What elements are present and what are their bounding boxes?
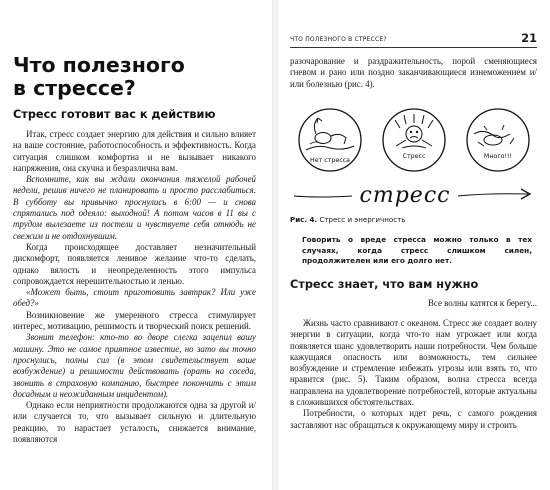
chapter-title bbox=[13, 54, 258, 99]
paragraph: Возникновение же умеренного стресса стимулирует интерес, мотивацию, решимость и творческий поиск решений. bbox=[13, 309, 256, 332]
chapter-title-line-2: в стрессе? bbox=[13, 75, 136, 100]
running-header-title: ЧТО ПОЛЕЗНОГО В СТРЕССЕ? bbox=[290, 36, 387, 43]
paragraph-continuation: разочарование и раздражительность, порой сменяющиеся гневом и рано или поздно заканчивающиеся изнеможением и/или болезнью (рис. 4). bbox=[290, 56, 537, 89]
section-subtitle: Стресс знает, что вам нужно bbox=[290, 278, 479, 291]
paragraph: Жизнь часто сравнивают с океаном. Стресс же создает волну энергии в ситуации, когда что-то нам угрожает или когда появляется шанс удовлетворить наши потребности. Чем больше кажущаяся опасность или возможность, тем сильнее возбуждение и стремление избежать угрозы или взять то, что нравится (рис. 5). Таким образом, волна стресса всегда направлена на удовлетворение потребностей, которые актуальны в сложившихся обстоятельствах. bbox=[290, 318, 537, 408]
left-page bbox=[0, 0, 272, 490]
figure-caption-number: Рис. 4. bbox=[290, 215, 318, 224]
figure-stress-energy bbox=[288, 104, 540, 212]
running-header bbox=[290, 32, 537, 48]
page-number: 21 bbox=[521, 32, 537, 45]
chapter-title-line-1: Что полезного bbox=[13, 53, 185, 77]
figure-caption-text: Стресс и энергичность bbox=[319, 215, 406, 224]
stress-label: Стресс bbox=[402, 153, 426, 160]
no-stress-label: Нет стресса bbox=[309, 157, 351, 164]
right-page bbox=[278, 0, 550, 490]
epigraph: Все волны катятся к берегу... bbox=[428, 298, 537, 308]
stress-arrow bbox=[294, 183, 530, 208]
stress-arrow-word: стресс bbox=[359, 183, 451, 208]
paragraph: Когда происходящее доставляет незначительный дискомфорт, появляется ленивое желание что-то сделать, однако вялость и неопределенность этого импульса сопровождается нерешительностью и ленью. bbox=[13, 241, 256, 286]
section-subtitle: Стресс готовит вас к действию bbox=[13, 108, 216, 121]
paragraph: Однако если неприятности продолжаются одна за другой и/или случается то, что вызывает сильную и длительную реакцию, то нарастает усталость, снижается внимание, появляются bbox=[13, 400, 256, 445]
left-body-text bbox=[13, 129, 256, 445]
figure-caption bbox=[290, 215, 405, 224]
highlighted-statement: Говорить о вреде стресса можно только в тех случаях, когда стресс слишком силен, продолжителен или его долго нет. bbox=[302, 235, 532, 265]
paragraph-example: Звонит телефон: кто-то во дворе слегка зацепил вашу машину. Это не самое приятное известие, но зато вы точно проснулись, полны сил (в этом свидетельствует ваше возбуждение) и решимости действовать (орать на соседа, звонить в страховую компанию, быстрее покончить с этим досадным и неожиданным инцидентом). bbox=[13, 332, 256, 399]
paragraph: Потребности, о которых идет речь, с самого рождения заставляют нас обращаться к окружающему миру и строить bbox=[290, 408, 537, 430]
too-much-label: Много!!! bbox=[483, 153, 513, 160]
no-stress-circle bbox=[299, 109, 361, 171]
stress-circle bbox=[383, 109, 445, 171]
stress-energy-illustration bbox=[288, 104, 540, 212]
paragraph: Итак, стресс создает энергию для действия и сильно влияет на ваше состояние, работоспособность и эффективность. Когда ситуация слишком комфортна и не вызывает никакого напряжения, она скучна и безразлична вам. bbox=[13, 129, 256, 173]
right-body-text bbox=[290, 318, 537, 431]
paragraph-quote: «Может быть, стоит приготовить завтрак? Или уже обед?» bbox=[13, 287, 256, 309]
too-much-stress-circle bbox=[467, 109, 529, 171]
paragraph-example: Вспомните, как вы ждали окончания тяжелой рабочей недели, решив ничего не планировать и просто расслабиться. В субботу вы привычно проснулись в 6:00 — и снова спрятались под одеяло: выходной! А потом часов в 11 вы с трудом вылезаете из постели и чувствуете себя отнюдь не свежим и не отдохнувшим. bbox=[13, 174, 256, 241]
